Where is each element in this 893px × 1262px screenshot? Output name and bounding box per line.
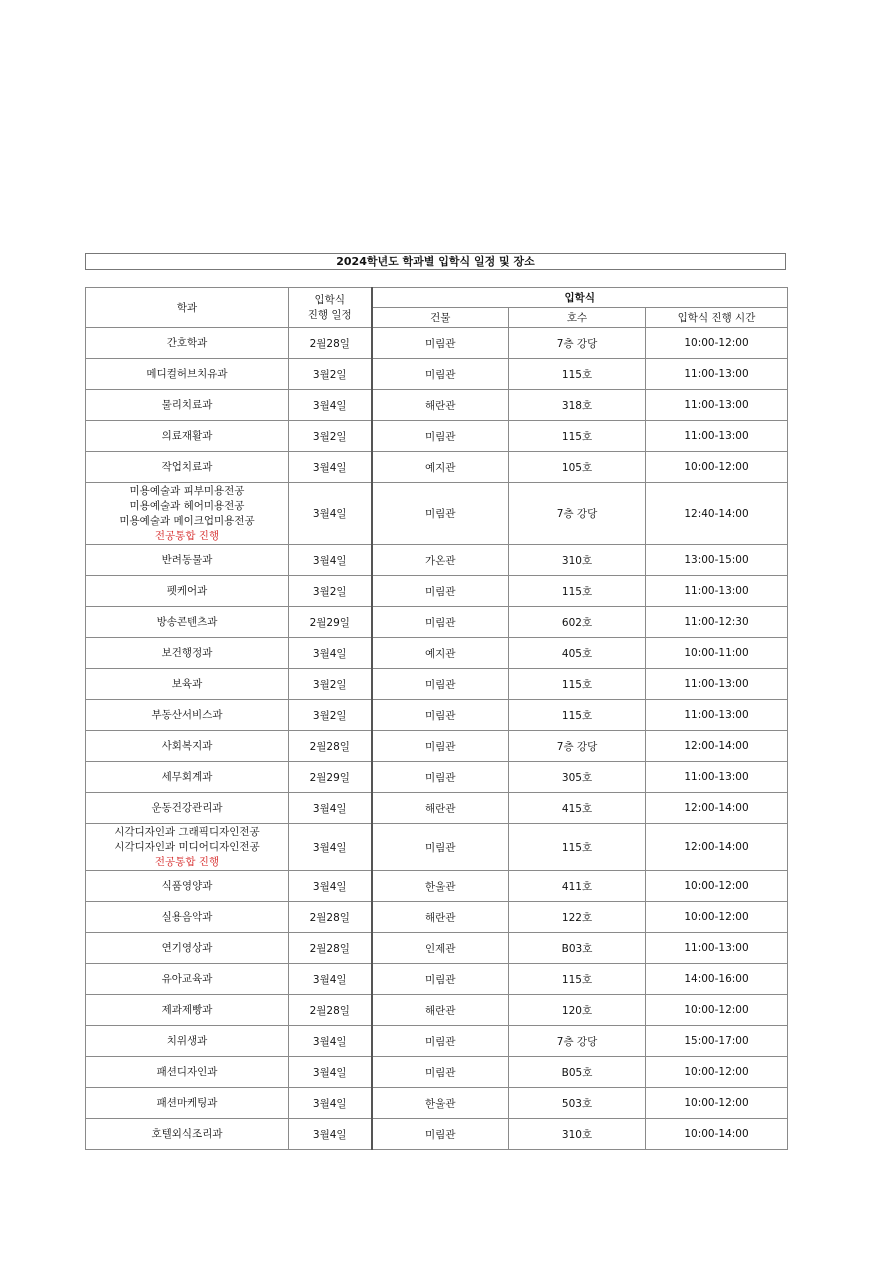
cell-date: 3월4일 [289,1057,372,1088]
cell-room: B05호 [509,1057,646,1088]
cell-building: 미림관 [372,359,509,390]
cell-time: 14:00-16:00 [646,964,788,995]
cell-date: 3월4일 [289,871,372,902]
dept-name: 실용음악과 [161,910,213,923]
cell-time: 11:00-13:00 [646,669,788,700]
cell-date: 2월28일 [289,731,372,762]
table-row [86,545,788,576]
cell-date: 3월2일 [289,421,372,452]
cell-date: 2월29일 [289,607,372,638]
cell-time: 13:00-15:00 [646,545,788,576]
schedule-body [86,328,788,1150]
table-row [86,964,788,995]
table-row [86,902,788,933]
cell-room: 7층 강당 [509,731,646,762]
cell-time: 11:00-12:30 [646,607,788,638]
cell-time: 10:00-14:00 [646,1119,788,1150]
cell-building: 미림관 [372,576,509,607]
header-dept: 학과 [86,288,289,328]
dept-name: 미용예술과 피부미용전공 [129,484,245,497]
table-row [86,483,788,545]
cell-dept [86,638,289,669]
cell-room: 122호 [509,902,646,933]
cell-room: 115호 [509,824,646,871]
cell-dept [86,1026,289,1057]
dept-name: 식품영양과 [161,879,213,892]
dept-name: 미용예술과 헤어미용전공 [129,499,245,512]
integrated-note: 전공통합 진행 [154,529,220,542]
cell-date: 3월4일 [289,1088,372,1119]
dept-name: 시각디자인과 그래픽디자인전공 [114,825,260,838]
cell-dept [86,359,289,390]
dept-name: 반려동물과 [161,553,213,566]
dept-name: 패션마케팅과 [156,1096,218,1109]
cell-room: 115호 [509,359,646,390]
schedule-table [85,287,788,1150]
dept-name: 사회복지과 [161,739,213,752]
cell-building: 예지관 [372,452,509,483]
dept-name: 보건행정과 [161,646,213,659]
cell-dept [86,902,289,933]
table-row [86,1088,788,1119]
table-row [86,390,788,421]
cell-date: 3월4일 [289,545,372,576]
cell-building: 미림관 [372,483,509,545]
cell-dept [86,421,289,452]
dept-name: 간호학과 [166,336,208,349]
cell-date: 3월2일 [289,359,372,390]
cell-room: 7층 강당 [509,1026,646,1057]
dept-name: 세무회계과 [161,770,213,783]
cell-room: 602호 [509,607,646,638]
cell-room: 310호 [509,1119,646,1150]
dept-name: 물리치료과 [161,398,213,411]
cell-date: 3월4일 [289,1026,372,1057]
cell-date: 3월4일 [289,452,372,483]
cell-dept [86,669,289,700]
cell-time: 10:00-12:00 [646,1088,788,1119]
integrated-note: 전공통합 진행 [154,855,220,868]
table-row [86,328,788,359]
page-title: 2024학년도 학과별 입학식 일정 및 장소 [85,253,786,270]
table-row [86,793,788,824]
cell-dept [86,824,289,871]
cell-time: 10:00-11:00 [646,638,788,669]
header-building: 건물 [372,308,509,328]
cell-building: 미림관 [372,731,509,762]
cell-time: 10:00-12:00 [646,328,788,359]
cell-date: 3월4일 [289,793,372,824]
cell-building: 미림관 [372,964,509,995]
cell-building: 해란관 [372,390,509,421]
cell-date: 2월28일 [289,328,372,359]
cell-time: 10:00-12:00 [646,902,788,933]
cell-date: 3월4일 [289,964,372,995]
cell-building: 해란관 [372,902,509,933]
cell-date: 3월2일 [289,700,372,731]
cell-time: 11:00-13:00 [646,933,788,964]
table-row [86,669,788,700]
cell-building: 미림관 [372,421,509,452]
dept-name: 부동산서비스과 [151,708,223,721]
cell-dept [86,1057,289,1088]
cell-date: 3월4일 [289,1119,372,1150]
cell-date: 3월4일 [289,638,372,669]
cell-date: 3월4일 [289,824,372,871]
cell-building: 예지관 [372,638,509,669]
cell-building: 해란관 [372,995,509,1026]
dept-name: 패션디자인과 [156,1065,218,1078]
cell-room: 120호 [509,995,646,1026]
dept-name: 시각디자인과 미디어디자인전공 [114,840,260,853]
cell-time: 11:00-13:00 [646,359,788,390]
header-room: 호수 [509,308,646,328]
header-group: 입학식 [372,288,788,308]
table-row [86,638,788,669]
cell-dept [86,607,289,638]
cell-date: 3월4일 [289,483,372,545]
cell-date: 2월28일 [289,933,372,964]
cell-room: 318호 [509,390,646,421]
cell-building: 미림관 [372,824,509,871]
table-row [86,1026,788,1057]
cell-room: 411호 [509,871,646,902]
cell-room: 115호 [509,964,646,995]
cell-room: 115호 [509,700,646,731]
header-date [289,288,372,328]
dept-name: 작업치료과 [161,460,213,473]
cell-date: 2월28일 [289,995,372,1026]
cell-dept [86,576,289,607]
cell-date: 2월28일 [289,902,372,933]
cell-building: 미림관 [372,1057,509,1088]
dept-name: 미용예술과 메이크업미용전공 [119,514,255,527]
cell-time: 15:00-17:00 [646,1026,788,1057]
cell-dept [86,933,289,964]
table-row [86,762,788,793]
cell-room: 7층 강당 [509,328,646,359]
cell-room: 115호 [509,576,646,607]
header-date-line1: 입학식 [314,293,345,306]
cell-room: 115호 [509,669,646,700]
cell-dept [86,871,289,902]
dept-name: 운동건강관리과 [151,801,223,814]
cell-building: 미림관 [372,607,509,638]
cell-dept [86,390,289,421]
cell-dept [86,483,289,545]
cell-time: 11:00-13:00 [646,762,788,793]
cell-time: 12:00-14:00 [646,731,788,762]
cell-time: 11:00-13:00 [646,390,788,421]
cell-dept [86,545,289,576]
cell-building: 미림관 [372,328,509,359]
cell-room: 503호 [509,1088,646,1119]
cell-time: 10:00-12:00 [646,452,788,483]
cell-time: 11:00-13:00 [646,700,788,731]
table-row [86,824,788,871]
table-row [86,359,788,390]
cell-dept [86,328,289,359]
cell-building: 미림관 [372,669,509,700]
cell-room: B03호 [509,933,646,964]
dept-name: 의료재활과 [161,429,213,442]
cell-building: 가온관 [372,545,509,576]
cell-date: 2월29일 [289,762,372,793]
cell-time: 12:40-14:00 [646,483,788,545]
cell-dept [86,731,289,762]
table-row [86,871,788,902]
cell-dept [86,964,289,995]
cell-date: 3월2일 [289,669,372,700]
table-row [86,576,788,607]
dept-name: 펫케어과 [166,584,208,597]
dept-name: 연기영상과 [161,941,213,954]
table-row [86,1119,788,1150]
cell-time: 10:00-12:00 [646,1057,788,1088]
cell-building: 미림관 [372,700,509,731]
cell-time: 11:00-13:00 [646,576,788,607]
dept-name: 호텔외식조리과 [151,1127,223,1140]
dept-name: 방송콘텐츠과 [156,615,218,628]
cell-time: 12:00-14:00 [646,793,788,824]
cell-room: 415호 [509,793,646,824]
header-time: 입학식 진행 시간 [646,308,788,328]
header-date-line2: 진행 일정 [307,308,352,321]
cell-building: 미림관 [372,1119,509,1150]
table-row [86,607,788,638]
cell-room: 115호 [509,421,646,452]
cell-dept [86,1119,289,1150]
table-row [86,452,788,483]
cell-date: 3월2일 [289,576,372,607]
cell-building: 인제관 [372,933,509,964]
dept-name: 치위생과 [166,1034,208,1047]
table-row [86,1057,788,1088]
table-row [86,421,788,452]
table-row [86,995,788,1026]
cell-building: 미림관 [372,762,509,793]
cell-room: 305호 [509,762,646,793]
cell-date: 3월4일 [289,390,372,421]
cell-building: 미림관 [372,1026,509,1057]
cell-building: 한울관 [372,871,509,902]
cell-room: 405호 [509,638,646,669]
cell-time: 12:00-14:00 [646,824,788,871]
cell-room: 7층 강당 [509,483,646,545]
cell-room: 310호 [509,545,646,576]
table-row [86,933,788,964]
cell-time: 11:00-13:00 [646,421,788,452]
table-row [86,700,788,731]
dept-name: 제과제빵과 [161,1003,213,1016]
cell-building: 한울관 [372,1088,509,1119]
cell-dept [86,452,289,483]
table-row [86,731,788,762]
cell-dept [86,700,289,731]
cell-room: 105호 [509,452,646,483]
dept-name: 보육과 [171,677,203,690]
cell-building: 해란관 [372,793,509,824]
dept-name: 메디컬허브치유과 [146,367,228,380]
cell-dept [86,762,289,793]
cell-dept [86,1088,289,1119]
cell-dept [86,995,289,1026]
cell-dept [86,793,289,824]
cell-time: 10:00-12:00 [646,871,788,902]
cell-time: 10:00-12:00 [646,995,788,1026]
dept-name: 유아교육과 [161,972,213,985]
